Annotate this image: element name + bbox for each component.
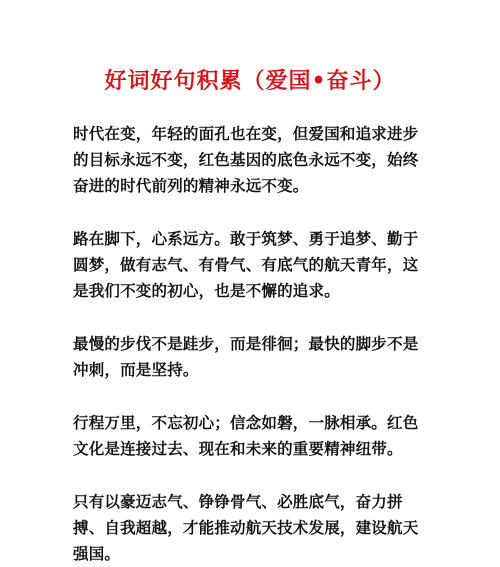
paragraph-5: 只有以豪迈志气、铮铮骨气、必胜底气，奋力拼搏、自我超越，才能推动航天技术发展，建设航天强国。 [73,492,419,563]
paragraph-1: 时代在变，年轻的面孔也在变，但爱国和追求进步的目标永远不变，红色基因的底色永远不变，始终奋进的时代前列的精神永远不变。 [73,124,419,195]
paragraph-2: 路在脚下，心系远方。敢于筑梦、勇于追梦、勤于圆梦，做有志气、有骨气、有底气的航天青年，这是我们不变的初心，也是不懈的追求。 [73,229,419,300]
paragraph-4: 行程万里，不忘初心；信念如磐，一脉相承。红色文化是连接过去、现在和未来的重要精神纽带。 [73,413,419,458]
paragraph-3: 最慢的步伐不是跬步，而是徘徊；最快的脚步不是冲刺，而是坚持。 [73,334,419,379]
document-title: 好词好句积累（爱国•奋斗） [104,68,396,94]
